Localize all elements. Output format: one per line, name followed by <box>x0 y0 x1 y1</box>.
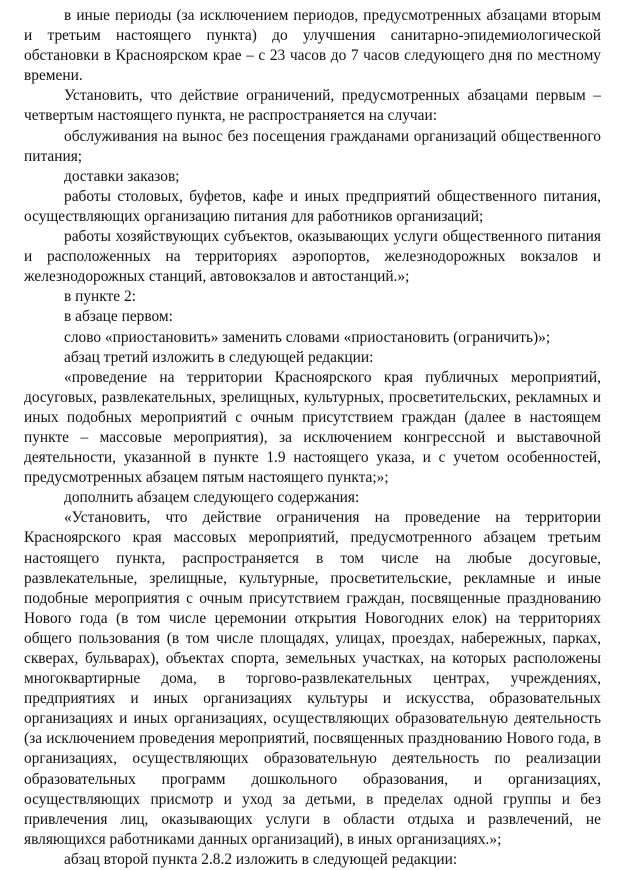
paragraph-canteens: работы столовых, буфетов, кафе и иных предприятий общественного питания, осуществляющих организацию питания для работников организаций; <box>24 187 601 225</box>
paragraph-takeaway: обслуживания на вынос без посещения гражданами организаций общественного питания; <box>24 127 601 165</box>
paragraph-transport-hubs: работы хозяйствующих субъектов, оказывающих услуги общественного питания и расположенных на территориях аэропортов, железнодорожных вокзалов и железнодорожных станций, автовокзалов и автостанций.»; <box>24 228 601 286</box>
paragraph-night-hours: в иные периоды (за исключением периодов, предусмотренных абзацами вторым и третьим настоящего пункта) до улучшения санитарно-эпидемиологической обстановки в Красноярском крае – с 23 часов до 7 часов следующего дня по местному времени. <box>24 7 601 85</box>
paragraph-add-abzac: дополнить абзацем следующего содержания: <box>64 489 360 507</box>
paragraph-point-2-8-2: абзац второй пункта 2.8.2 изложить в следующей редакции: <box>64 850 458 868</box>
paragraph-third-abzac: абзац третий изложить в следующей редакции: <box>64 348 374 366</box>
paragraph-point-2: в пункте 2: <box>64 288 136 306</box>
paragraph-exceptions-intro: Установить, что действие ограничений, предусмотренных абзацами первым – четвертым настоящего пункта, не распространяется на случаи: <box>24 87 601 125</box>
paragraph-public-events: «проведение на территории Красноярского края публичных мероприятий, досуговых, развлекательных, зрелищных, культурных, просветительских, рекламных и иных подобных мероприятий с очным присутствием граждан (далее в настоящем пункте – массовые мероприятия), за исключением конгрессной и выставочной деятельности, указанной в пункте 1.9 настоящего указа, и с учетом особенностей, предусмотренных абзацем пятым настоящего пункта;»; <box>24 368 601 487</box>
paragraph-word-replace: слово «приостановить» заменить словами «приостановить (ограничить)»; <box>64 328 551 346</box>
paragraph-new-year-events: «Установить, что действие ограничения на проведение на территории Красноярского края массовых мероприятий, предусмотренного абзацем третьим настоящего пункта, распространяется в том числе на любые досуговые, развлекательные, зрелищные, культурные, просветительские, рекламные и иные подобные мероприятия с очным присутствием граждан, посвященные празднованию Нового года (в том числе церемонии открытия Новогодних елок) на территориях общего пользования (в том числе площадях, улицах, проездах, набережных, парках, скверах, бульварах), объектах спорта, земельных участках, на которых расположены многоквартирные дома, в торгово-развлекательных центрах, учреждениях, предприятиях и иных организациях культуры и искусства, образовательных организациях и иных организациях, осуществляющих образовательную деятельность (за исключением проведения мероприятий, посвященных празднованию Нового года, в организациях, осуществляющих образовательную деятельность по реализации образовательных программ дошкольного образования, и организациях, осуществляющих присмотр и уход за детьми, в пределах одной группы и без привлечения лиц, оказывающих услуги в области отдыха и развлечений, не являющихся работниками данных организаций), в иных организациях.»; <box>24 509 601 848</box>
paragraph-first-abzac: в абзаце первом: <box>64 308 173 326</box>
paragraph-delivery: доставки заказов; <box>64 167 180 185</box>
